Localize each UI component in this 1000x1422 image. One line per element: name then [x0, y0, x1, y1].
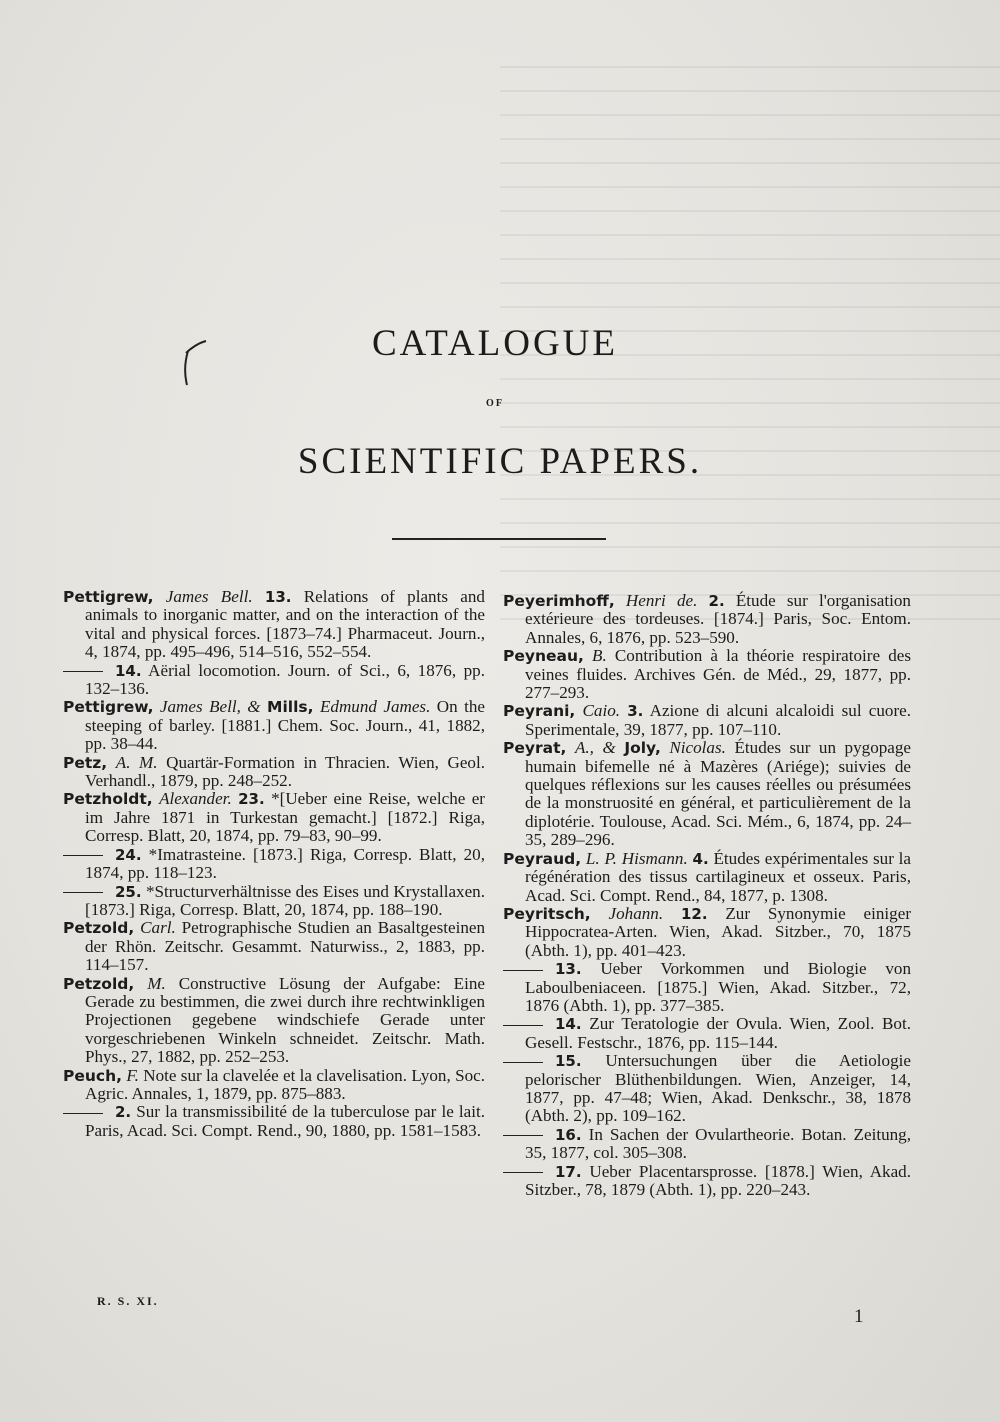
catalogue-entry [503, 1163, 911, 1200]
paper-reference: *Imatrasteine. [1873.] Riga, Corresp. Blatt, 20, 1874, pp. 118–123. [85, 844, 485, 883]
paper-number: 25. [115, 882, 142, 901]
paper-reference: Sur la transmissibilité de la tuberculose par le lait. Paris, Acad. Sci. Compt. Rend., 90, 1880, pp. 1581–1583. [85, 1102, 485, 1140]
author-given-name: Carl. [140, 918, 176, 938]
catalogue-entry [503, 647, 911, 702]
ditto-dash [503, 1135, 543, 1136]
page-subtitle: SCIENTIFIC PAPERS. [297, 441, 703, 482]
author-name: Peyrat, [503, 739, 567, 758]
author-name: Petzold, [63, 919, 135, 938]
catalogue-entry [503, 592, 911, 647]
paper-reference: Ueber Vorkommen und Biologie von Laboulbeniaceen. [1875.] Wien, Akad. Sitzber., 72, 1876 (Abth. 1), pp. 377–385. [525, 959, 911, 1015]
catalogue-entry [503, 1126, 911, 1163]
author-given-name: Caio. [582, 701, 621, 721]
paper-reference: Constructive Lösung der Aufgabe: Eine Gerade zu bestimmen, die zwei durch ihre rechtwinkligen Projectionen gegebene windschiefe Gerade unter vorgeschriebenen Winkeln schneidet. Zeitschr. Math. Phys., 27, 1882, pp. 252–253. [85, 973, 485, 1067]
paper-reference: On the steeping of barley. [1881.] Chem. Soc. Journ., 41, 1882, pp. 38–44. [85, 697, 485, 754]
paper-number: 14. [555, 1015, 582, 1034]
author-name: Peyritsch, [503, 904, 591, 923]
paper-reference: Ueber Placentarsprosse. [1878.] Wien, Akad. Sitzber., 78, 1879 (Abth. 1), pp. 220–243. [525, 1161, 911, 1199]
ditto-dash [503, 1172, 543, 1173]
paper-reference: Étude sur l'organisation extérieure des tordeuses. [1874.] Paris, Soc. Entom. Annales, 6, 1876, pp. 523–590. [525, 591, 911, 647]
author-name: Pettigrew, [63, 698, 154, 717]
catalogue-entry [503, 702, 911, 739]
author-given-name: Johann. [608, 903, 664, 923]
catalogue-entry [63, 919, 485, 974]
author-given-name: James Bell, & [159, 697, 261, 717]
catalogue-entry [503, 1015, 911, 1052]
catalogue-entry [63, 790, 485, 845]
author-given-name: M. [147, 973, 166, 993]
paper-number: 2. [708, 592, 725, 610]
ditto-dash [63, 671, 103, 672]
catalogue-entry [63, 846, 485, 883]
catalogue-entry [63, 754, 485, 791]
catalogue-entry [63, 588, 485, 662]
author-name: Peyerimhoff, [503, 592, 615, 610]
paper-reference: Relations of plants and animals to inorganic matter, and on the interaction of the vital and physical forces. [1873–74.] Pharmaceut. Journ., 4, 1874, pp. 495–496, 514–516, 552–554. [85, 587, 485, 662]
catalogue-entry [63, 1103, 485, 1140]
paper-reference: *[Ueber eine Reise, welche er im Jahre 1871 in Turkestan gemacht.] [1872.] Riga, Corresp. Blatt, 20, 1874, pp. 79–83, 90–99. [85, 789, 485, 846]
paper-reference: Aërial locomotion. Journ. of Sci., 6, 1876, pp. 132–136. [85, 660, 485, 699]
paper-reference: Note sur la clavelée et la clavelisation. Lyon, Soc. Agric. Annales, 1, 1879, pp. 875–883. [85, 1065, 485, 1103]
catalogue-entry [63, 1067, 485, 1104]
paper-reference: Untersuchungen über die Aetiologie pelorischer Blüthenbildungen. Wien, Anzeiger, 14, 1877, pp. 47–48; Wien, Akad. Denkschr., 38, 1878 (Abth. 2), pp. 109–162. [525, 1051, 911, 1126]
paper-number: 4. [692, 849, 709, 868]
author-name: Petz, [63, 753, 108, 772]
catalogue-entry [63, 662, 485, 699]
author-given-name: L. P. Hismann. [585, 848, 688, 868]
coauthor-given-name: Nicolas. [669, 738, 726, 758]
author-given-name: A. M. [115, 752, 158, 772]
paper-number: 12. [680, 904, 708, 923]
paper-reference: *Structurverhältnisse des Eises und Krystallaxen. [1873.] Riga, Corresp. Blatt, 20, 1874, pp. 188–190. [85, 881, 485, 919]
catalogue-entry [503, 1052, 911, 1126]
author-given-name: F. [126, 1065, 139, 1085]
catalogue-entry [503, 905, 911, 960]
catalogue-entry [503, 850, 911, 905]
paper-reference: In Sachen der Ovulartheorie. Botan. Zeitung, 35, 1877, col. 305–308. [525, 1124, 911, 1163]
paper-number: 13. [264, 588, 292, 606]
ditto-dash [63, 1113, 103, 1114]
author-name: Peyraud, [503, 849, 582, 868]
page-number: 1 [854, 1306, 864, 1327]
ditto-dash [503, 970, 543, 971]
ditto-dash [63, 892, 103, 893]
ditto-dash [63, 855, 103, 856]
paper-reference: Azione di alcuni alcaloidi sul cuore. Sperimentale, 39, 1877, pp. 107–110. [525, 701, 911, 739]
coauthor-name: Joly, [624, 739, 661, 758]
catalogue-entry [63, 975, 485, 1067]
paper-number: 2. [115, 1103, 132, 1122]
paper-reference: Zur Teratologie der Ovula. Wien, Zool. Bot. Gesell. Festschr., 1876, pp. 115–144. [525, 1014, 911, 1052]
author-name: Petzold, [63, 974, 135, 993]
paper-number: 13. [555, 960, 582, 979]
paper-number: 16. [555, 1125, 582, 1144]
ditto-dash [503, 1025, 543, 1026]
paper-number: 15. [555, 1052, 582, 1071]
right-column [503, 592, 911, 1199]
author-given-name: Alexander. [159, 789, 232, 809]
author-given-name: B. [592, 646, 607, 666]
title-rule [392, 538, 606, 540]
coauthor-given-name: Edmund James. [319, 697, 431, 717]
paper-reference: Études sur un pygopage humain bifemelle né à Mazères (Ariége); suivies de quelques réflexions sur les causes réelles ou présumées de la monstruosité en général, et particulièrement de la diplotérie. Toulouse, Acad. Sci. Mém., 6, 1874, pp. 24–35, 289–296. [525, 738, 912, 850]
author-given-name: James Bell. [165, 587, 253, 606]
left-column [63, 588, 485, 1140]
catalogue-entry [63, 698, 485, 753]
paper-number: 24. [115, 845, 142, 864]
paper-reference: Études expérimentales sur la régénération des tissus cartilagineux et osseux. Paris, Acad. Sci. Compt. Rend., 84, 1877, p. 1308. [525, 848, 911, 905]
author-name: Petzholdt, [63, 790, 153, 809]
author-name: Peyrani, [503, 702, 576, 721]
author-name: Peyneau, [503, 647, 584, 666]
catalogue-entry [503, 960, 911, 1015]
paper-reference: Contribution à la théorie respiratoire des veines fluides. Archives Gén. de Méd., 29, 1877, pp. 277–293. [525, 646, 911, 703]
catalogue-entry [63, 883, 485, 920]
coauthor-name: Mills, [267, 698, 314, 717]
paper-reference: Zur Synonymie einiger Hippocratea-Arten. Wien, Akad. Sitzber., 70, 1875 (Abth. 1), pp. 401–423. [525, 903, 912, 960]
page-title: CATALOGUE [371, 323, 619, 364]
catalogue-entry [503, 739, 911, 849]
paper-number: 3. [627, 702, 644, 721]
title-of: OF [486, 398, 504, 409]
paper-reference: Quartär-Formation in Thracien. Wien, Geol. Verhandl., 1879, pp. 248–252. [85, 752, 485, 791]
ditto-dash [503, 1062, 543, 1063]
paper-number: 23. [238, 790, 265, 809]
paper-number: 17. [555, 1162, 582, 1181]
paper-number: 14. [115, 661, 142, 680]
author-given-name: Henri de. [625, 591, 698, 610]
author-name: Pettigrew, [63, 588, 154, 606]
author-name: Peuch, [63, 1066, 123, 1085]
signature-mark: R. S. XI. [97, 1294, 159, 1308]
paper-reference: Petrographische Studien an Basaltgesteinen der Rhön. Zeitschr. Gesammt. Naturwiss., 2, 1883, pp. 114–157. [85, 918, 485, 975]
author-given-name: A., & [574, 738, 616, 758]
